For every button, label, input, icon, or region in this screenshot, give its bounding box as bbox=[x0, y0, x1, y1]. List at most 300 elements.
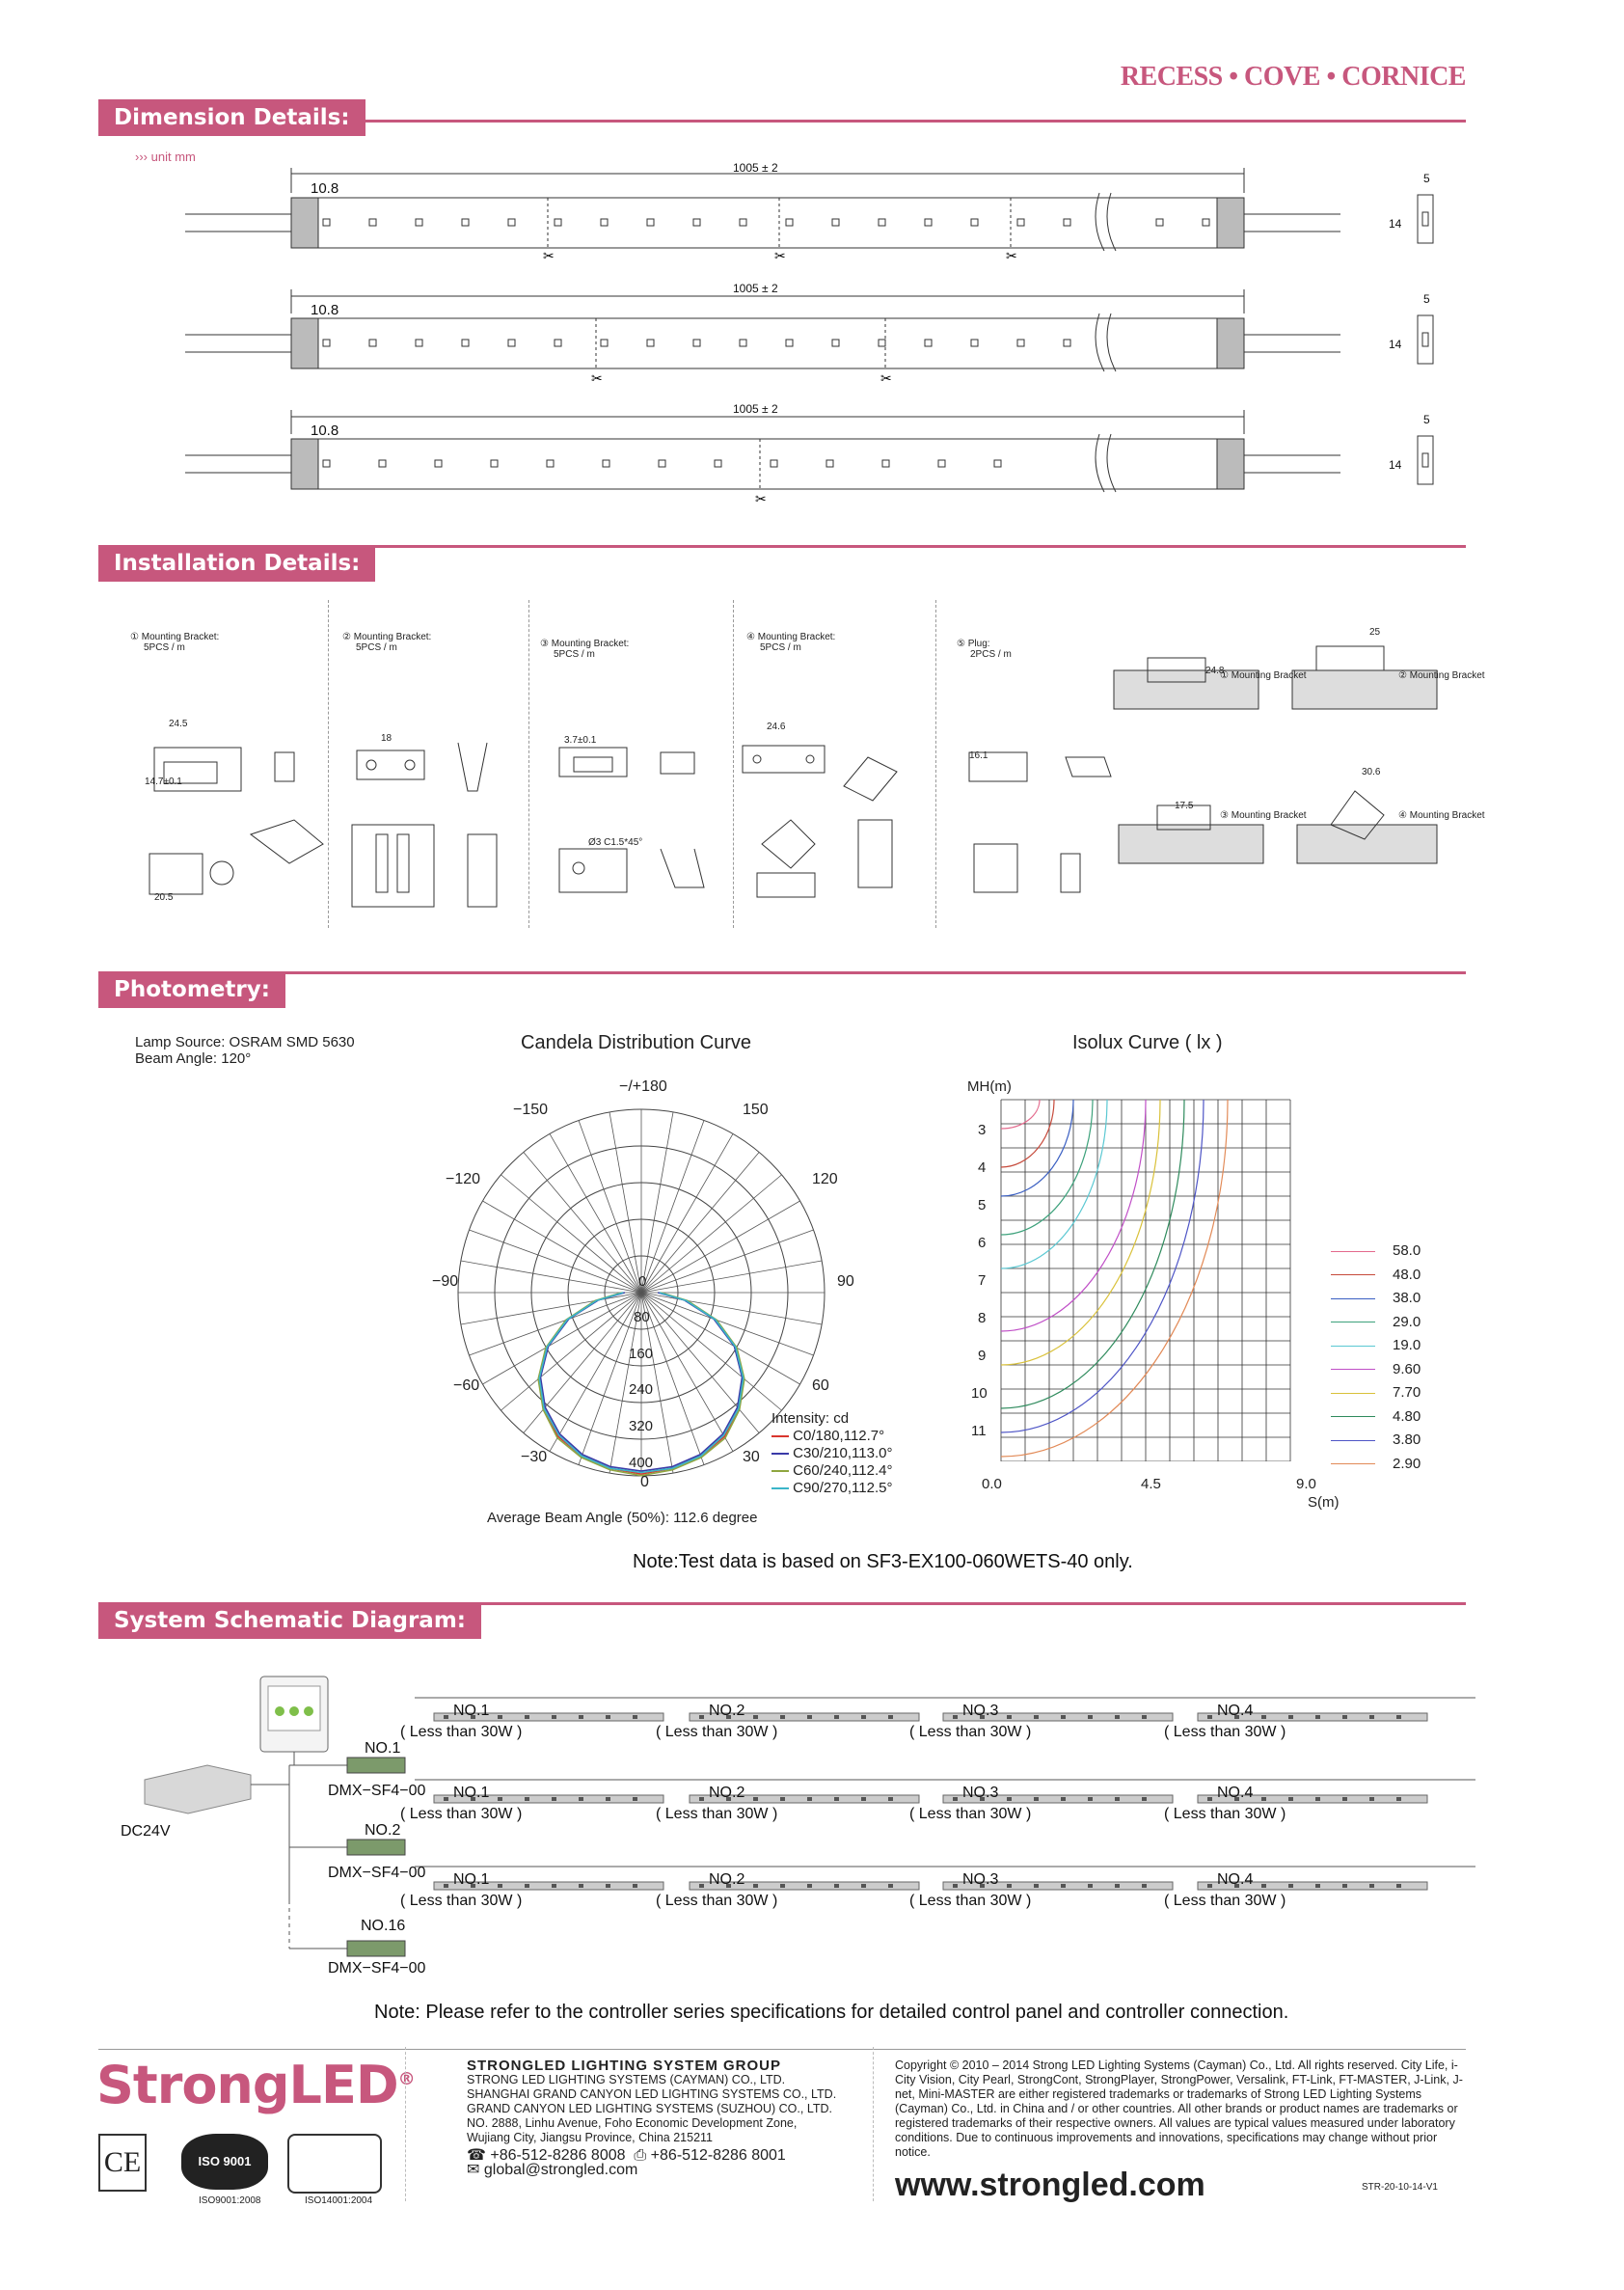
led-chip bbox=[579, 1884, 583, 1888]
dim-label: 17.5 bbox=[1175, 801, 1194, 811]
scissors-icon: ✂ bbox=[543, 248, 555, 263]
controller-model: DMX−SF4−00 bbox=[328, 1960, 426, 1976]
led-chip bbox=[508, 219, 515, 226]
isolux-y-tick: 5 bbox=[978, 1197, 987, 1213]
polar-ring-label: 80 bbox=[634, 1309, 650, 1325]
photometry-note: Note:Test data is based on SF3-EX100-060WETS-40 only. bbox=[633, 1551, 1133, 1572]
legend-value: 4.80 bbox=[1393, 1407, 1421, 1425]
led-chip bbox=[994, 460, 1001, 467]
led-chip bbox=[1342, 1884, 1347, 1888]
led-chip bbox=[1207, 1884, 1212, 1888]
led-chip bbox=[1034, 1884, 1039, 1888]
polar-angle-label: 30 bbox=[743, 1449, 760, 1465]
led-chip bbox=[832, 219, 839, 226]
cert-label: ISO14001:2004 bbox=[305, 2195, 373, 2206]
isolux-legend-item bbox=[1331, 1290, 1421, 1307]
polar-angle-label: 0 bbox=[640, 1474, 649, 1490]
led-chip bbox=[1064, 219, 1070, 226]
bracket-label-d: ④ Mounting Bracket bbox=[1398, 810, 1485, 821]
led-chip bbox=[1017, 340, 1024, 346]
led-chip bbox=[579, 1797, 583, 1801]
isolux-y-tick: 3 bbox=[978, 1122, 987, 1138]
led-chip bbox=[1088, 1715, 1093, 1719]
led-chip bbox=[1061, 1715, 1066, 1719]
polar-ring-label: 400 bbox=[629, 1455, 654, 1471]
controller-model: DMX−SF4−00 bbox=[328, 1783, 426, 1799]
led-chip bbox=[938, 460, 945, 467]
section-title-system: System Schematic Diagram: bbox=[98, 1602, 481, 1639]
led-chip bbox=[435, 460, 442, 467]
scissors-icon: ✂ bbox=[880, 370, 892, 386]
led-chip bbox=[861, 1797, 866, 1801]
led-chip bbox=[699, 1797, 704, 1801]
polar-angle-label: −120 bbox=[446, 1171, 481, 1187]
address-line: Wujiang City, Jiangsu Province, China 215211 bbox=[467, 2131, 714, 2144]
polar-angle-label: 120 bbox=[812, 1171, 838, 1187]
led-chip bbox=[1261, 1884, 1266, 1888]
legend-value: 7.70 bbox=[1393, 1384, 1421, 1401]
strip-no: NO.3 bbox=[962, 1871, 999, 1888]
isolux-legend-item bbox=[1331, 1314, 1421, 1331]
led-chip bbox=[1007, 1797, 1012, 1801]
led-chip bbox=[780, 1715, 785, 1719]
led-chip bbox=[323, 340, 330, 346]
led-chip bbox=[1061, 1797, 1066, 1801]
controller-no: NO.16 bbox=[361, 1918, 406, 1934]
led-chip bbox=[1115, 1797, 1120, 1801]
email-icon: ✉ bbox=[467, 2162, 480, 2178]
led-chip bbox=[606, 1715, 610, 1719]
led-chip bbox=[606, 1797, 610, 1801]
strip-no: NO.3 bbox=[962, 1785, 999, 1801]
install-item-qty: 5PCS / m bbox=[760, 642, 801, 653]
led-chip bbox=[1034, 1797, 1039, 1801]
led-chip bbox=[888, 1884, 893, 1888]
strip-length: 1005 ± 2 bbox=[733, 161, 778, 175]
lamp-info bbox=[135, 1034, 355, 1067]
led-chip bbox=[525, 1884, 529, 1888]
isolux-curve bbox=[1001, 1100, 1054, 1167]
led-chip bbox=[832, 340, 839, 346]
led-chip bbox=[508, 340, 515, 346]
legend-swatch bbox=[1331, 1440, 1375, 1441]
legend-swatch bbox=[1331, 1369, 1375, 1370]
led-chip bbox=[547, 460, 554, 467]
led-chip bbox=[1034, 1715, 1039, 1719]
installation-drawings bbox=[125, 617, 1466, 926]
cert-label: ISO9001:2008 bbox=[199, 2195, 261, 2206]
led-chip bbox=[971, 340, 978, 346]
isolux-x-label: S(m) bbox=[1308, 1494, 1340, 1511]
led-chip bbox=[786, 219, 793, 226]
bracket-label-b: ② Mounting Bracket bbox=[1398, 670, 1485, 681]
polar-angle-label: −150 bbox=[513, 1102, 549, 1118]
dim-label: 24.8 bbox=[1205, 666, 1225, 676]
strip-load: ( Less than 30W ) bbox=[656, 1806, 778, 1822]
led-chip bbox=[1342, 1797, 1347, 1801]
led-chip bbox=[323, 460, 330, 467]
led-chip bbox=[1061, 1884, 1066, 1888]
led-chip bbox=[1396, 1884, 1401, 1888]
led-chip bbox=[416, 219, 422, 226]
legend-value: 48.0 bbox=[1393, 1266, 1421, 1283]
led-chip bbox=[771, 460, 777, 467]
led-chip bbox=[444, 1884, 448, 1888]
dim-label: Ø3 C1.5*45° bbox=[588, 837, 643, 848]
legend-swatch bbox=[1331, 1298, 1375, 1299]
strip-no: NO.3 bbox=[962, 1703, 999, 1719]
led-chip bbox=[1203, 219, 1209, 226]
isolux-legend-item bbox=[1331, 1408, 1421, 1426]
led-chip bbox=[1369, 1884, 1374, 1888]
strip-no: NO.2 bbox=[709, 1703, 745, 1719]
polar-angle-label: −90 bbox=[432, 1273, 459, 1290]
chevrons-icon: ››› bbox=[135, 150, 148, 164]
isolux-y-tick: 10 bbox=[971, 1385, 988, 1402]
led-chip bbox=[699, 1884, 704, 1888]
led-chip bbox=[555, 340, 561, 346]
led-chip bbox=[807, 1797, 812, 1801]
led-chip bbox=[444, 1715, 448, 1719]
led-chip bbox=[888, 1715, 893, 1719]
led-chip bbox=[555, 219, 561, 226]
bracket-3-drawing bbox=[559, 748, 704, 892]
isolux-curve bbox=[1001, 1100, 1184, 1408]
brand-logo: StrongLED® bbox=[96, 2055, 415, 2115]
dim-label: 24.5 bbox=[169, 719, 188, 729]
power-label: DC24V bbox=[121, 1823, 171, 1840]
led-chip bbox=[925, 219, 932, 226]
section-rule bbox=[98, 971, 1466, 974]
isolux-legend-item bbox=[1331, 1267, 1421, 1284]
avg-beam-angle: Average Beam Angle (50%): 112.6 degree bbox=[487, 1510, 758, 1526]
legend-value: 2.90 bbox=[1393, 1455, 1421, 1472]
legend-value: 38.0 bbox=[1393, 1290, 1421, 1306]
polar-angle-label: −30 bbox=[521, 1449, 548, 1465]
led-chip bbox=[740, 219, 746, 226]
led-chip bbox=[1396, 1797, 1401, 1801]
led-chip bbox=[498, 1884, 502, 1888]
legend-value: 58.0 bbox=[1393, 1242, 1421, 1259]
isolux-y-tick: 8 bbox=[978, 1310, 987, 1326]
led-chip bbox=[491, 460, 498, 467]
led-chip bbox=[861, 1884, 866, 1888]
end-cap-width: 10.8 bbox=[311, 423, 339, 439]
led-chip bbox=[834, 1715, 839, 1719]
strip-load: ( Less than 30W ) bbox=[909, 1724, 1032, 1740]
led-chip bbox=[1288, 1715, 1293, 1719]
led-chip bbox=[379, 460, 386, 467]
side-width: 5 bbox=[1423, 292, 1430, 306]
led-chip bbox=[753, 1884, 758, 1888]
controller-icon bbox=[347, 1758, 405, 1773]
led-chip bbox=[699, 1715, 704, 1719]
led-chip bbox=[1088, 1797, 1093, 1801]
led-chip bbox=[1315, 1715, 1320, 1719]
led-chip bbox=[1369, 1797, 1374, 1801]
led-chip bbox=[416, 340, 422, 346]
led-chip bbox=[953, 1715, 958, 1719]
led-chip bbox=[740, 340, 746, 346]
led-chip bbox=[444, 1797, 448, 1801]
legend-swatch bbox=[1331, 1274, 1375, 1275]
isolux-legend-item bbox=[1331, 1337, 1421, 1354]
side-width: 5 bbox=[1423, 413, 1430, 426]
led-chip bbox=[786, 340, 793, 346]
strip-no: NO.4 bbox=[1217, 1703, 1254, 1719]
side-height: 14 bbox=[1389, 458, 1402, 472]
scissors-icon: ✂ bbox=[774, 248, 786, 263]
isolux-chart bbox=[993, 1095, 1312, 1461]
led-chip bbox=[1115, 1884, 1120, 1888]
strip-no: NO.1 bbox=[453, 1703, 490, 1719]
led-chip bbox=[1288, 1797, 1293, 1801]
side-height: 14 bbox=[1389, 338, 1402, 351]
led-chip bbox=[925, 340, 932, 346]
isolux-y-label: MH(m) bbox=[967, 1078, 1012, 1095]
led-chip bbox=[888, 1797, 893, 1801]
led-chip bbox=[715, 460, 721, 467]
led-chip bbox=[1064, 340, 1070, 346]
controller-no: NO.2 bbox=[365, 1822, 401, 1839]
controller-icon bbox=[347, 1840, 405, 1855]
contact-line bbox=[467, 2148, 862, 2163]
led-chip bbox=[525, 1715, 529, 1719]
isolux-legend-item bbox=[1331, 1431, 1421, 1449]
led-chip bbox=[1142, 1797, 1147, 1801]
doc-code: STR-20-10-14-V1 bbox=[1362, 2182, 1438, 2193]
led-chip bbox=[1261, 1797, 1266, 1801]
dim-label: 30.6 bbox=[1362, 767, 1381, 777]
dim-label: 24.6 bbox=[767, 722, 786, 732]
led-chip bbox=[780, 1797, 785, 1801]
isolux-curve bbox=[1001, 1100, 1040, 1129]
led-chip bbox=[1115, 1715, 1120, 1719]
company-line: SHANGHAI GRAND CANYON LED LIGHTING SYSTEMS CO., LTD. bbox=[467, 2087, 837, 2101]
controller-model: DMX−SF4−00 bbox=[328, 1865, 426, 1881]
install-item-title: ⑤ Plug: bbox=[957, 639, 990, 649]
led-chip bbox=[1088, 1884, 1093, 1888]
led-chip bbox=[579, 1715, 583, 1719]
led-chip bbox=[693, 219, 700, 226]
dimension-drawings bbox=[183, 154, 1466, 540]
legend-value: 19.0 bbox=[1393, 1337, 1421, 1353]
led-chip bbox=[1142, 1715, 1147, 1719]
dim-label: 3.7±0.1 bbox=[564, 735, 597, 746]
led-chip bbox=[369, 340, 376, 346]
legend-item: C0/180,112.7° bbox=[771, 1428, 892, 1445]
scissors-icon: ✂ bbox=[755, 491, 767, 506]
end-cap-width: 10.8 bbox=[311, 180, 339, 197]
install-item-qty: 5PCS / m bbox=[554, 649, 595, 660]
polar-ring-label: 320 bbox=[629, 1418, 654, 1434]
globe-cert-icon bbox=[287, 2134, 382, 2194]
led-chip bbox=[498, 1715, 502, 1719]
isolux-legend-item bbox=[1331, 1242, 1421, 1260]
plug-drawing bbox=[969, 752, 1111, 892]
bracket-4-drawing bbox=[743, 746, 897, 897]
isolux-x-tick: 9.0 bbox=[1296, 1476, 1316, 1492]
led-chip bbox=[1156, 219, 1163, 226]
intensity-legend bbox=[771, 1410, 892, 1497]
strip-length: 1005 ± 2 bbox=[733, 282, 778, 295]
install-item-title: ① Mounting Bracket: bbox=[130, 632, 220, 642]
candela-title: Candela Distribution Curve bbox=[521, 1032, 752, 1053]
company-line: STRONG LED LIGHTING SYSTEMS (CAYMAN) CO., LTD. bbox=[467, 2073, 786, 2086]
polar-angle-label: 150 bbox=[743, 1102, 769, 1118]
led-chip bbox=[525, 1797, 529, 1801]
led-chip bbox=[633, 1715, 637, 1719]
led-chip bbox=[606, 1884, 610, 1888]
strip-length: 1005 ± 2 bbox=[733, 402, 778, 416]
bracket-label-a: ① Mounting Bracket bbox=[1220, 670, 1307, 681]
led-chip bbox=[1007, 1715, 1012, 1719]
phone-icon: ☎ bbox=[467, 2147, 486, 2164]
strip-load: ( Less than 30W ) bbox=[400, 1724, 523, 1740]
dim-label: 14.7±0.1 bbox=[145, 777, 182, 787]
isolux-legend-item bbox=[1331, 1456, 1421, 1473]
isolux-x-tick: 4.5 bbox=[1141, 1476, 1161, 1492]
strip-drawing-3 bbox=[185, 410, 1433, 492]
controller-no: NO.1 bbox=[365, 1740, 401, 1757]
strip-no: NO.2 bbox=[709, 1785, 745, 1801]
scissors-icon: ✂ bbox=[591, 370, 603, 386]
legend-swatch bbox=[1331, 1463, 1375, 1464]
scissors-icon: ✂ bbox=[1006, 248, 1017, 263]
beam-angle: Beam Angle: 120° bbox=[135, 1050, 252, 1067]
polar-angle-label: 60 bbox=[812, 1377, 829, 1394]
strip-drawing-2 bbox=[185, 289, 1433, 371]
led-chip bbox=[659, 460, 665, 467]
led-chip bbox=[462, 219, 469, 226]
led-chip bbox=[780, 1884, 785, 1888]
legend-value: 29.0 bbox=[1393, 1313, 1421, 1330]
led-chip bbox=[601, 340, 608, 346]
system-wiring bbox=[125, 1669, 1475, 1987]
led-chip bbox=[1396, 1715, 1401, 1719]
led-chip bbox=[1017, 219, 1024, 226]
section-title-installation: Installation Details: bbox=[98, 545, 375, 582]
dim-label: 25 bbox=[1369, 627, 1381, 638]
install-item-title: ③ Mounting Bracket: bbox=[540, 639, 630, 649]
install-item-title: ④ Mounting Bracket: bbox=[746, 632, 836, 642]
isolux-grid bbox=[1001, 1100, 1290, 1461]
led-chip bbox=[953, 1884, 958, 1888]
led-chip bbox=[807, 1715, 812, 1719]
led-chip bbox=[1207, 1715, 1212, 1719]
company-line: GRAND CANYON LED LIGHTING SYSTEMS (SUZHOU) CO., LTD. bbox=[467, 2102, 832, 2115]
website-link[interactable]: www.strongled.com bbox=[895, 2167, 1205, 2203]
legend-item: C90/270,112.5° bbox=[771, 1480, 892, 1497]
legend-item: C30/210,113.0° bbox=[771, 1445, 892, 1462]
led-chip bbox=[753, 1715, 758, 1719]
strip-no: NO.4 bbox=[1217, 1871, 1254, 1888]
iso9001-badge: ISO 9001 bbox=[181, 2134, 268, 2190]
polar-angle-label: −60 bbox=[453, 1377, 480, 1394]
copyright-text: Copyright © 2010 – 2014 Strong LED Lighting Systems (Cayman) Co., Ltd. All rights reserved. City Life, i-City Vision, City Pearl, StrongCont, StrongPlayer, StrongPower, Versalink, FT-Link, FT-MASTER, J-Link, J-net, Mini-MASTER are either registered trademarks or trademarks of Strong LED Lighting Systems (Cayman) Co., Ltd. in China and / or other countries. All other brands or product names are trademarks or registered trademarks of their respective owners. All values are typical values measured under laboratory conditions. Due to continuous improvements and innovations, specifications may change without prior notice. bbox=[895, 2058, 1463, 2159]
led-chip bbox=[834, 1797, 839, 1801]
led-chip bbox=[1315, 1884, 1320, 1888]
strip-load: ( Less than 30W ) bbox=[656, 1893, 778, 1909]
led-chip bbox=[1342, 1715, 1347, 1719]
legend-swatch bbox=[1331, 1416, 1375, 1417]
led-chip bbox=[1315, 1797, 1320, 1801]
controller-icon bbox=[347, 1941, 405, 1956]
dim-label: 20.5 bbox=[154, 892, 174, 903]
email-link[interactable]: global@strongled.com bbox=[483, 2162, 638, 2178]
led-chip bbox=[601, 219, 608, 226]
isolux-y-tick: 11 bbox=[971, 1423, 987, 1439]
isolux-y-tick: 4 bbox=[978, 1159, 987, 1176]
led-chip bbox=[1288, 1884, 1293, 1888]
footer-rule bbox=[98, 2049, 1466, 2050]
strip-load: ( Less than 30W ) bbox=[909, 1893, 1032, 1909]
strip-load: ( Less than 30W ) bbox=[400, 1893, 523, 1909]
led-chip bbox=[647, 219, 654, 226]
isolux-title: Isolux Curve ( lx ) bbox=[1072, 1032, 1223, 1053]
polar-ring-label: 240 bbox=[629, 1381, 654, 1398]
led-chip bbox=[498, 1797, 502, 1801]
email-line bbox=[467, 2163, 862, 2177]
led-chip bbox=[462, 340, 469, 346]
led-chip bbox=[323, 219, 330, 226]
led-chip bbox=[647, 340, 654, 346]
led-chip bbox=[552, 1715, 556, 1719]
led-chip bbox=[1261, 1715, 1266, 1719]
polar-ring-label: 160 bbox=[629, 1346, 654, 1362]
led-chip bbox=[1142, 1884, 1147, 1888]
legend-value: 9.60 bbox=[1393, 1360, 1421, 1377]
intensity-title: Intensity: cd bbox=[771, 1410, 850, 1427]
lamp-source: Lamp Source: OSRAM SMD 5630 bbox=[135, 1034, 355, 1050]
footer-divider bbox=[405, 2047, 407, 2201]
footer-divider bbox=[873, 2047, 875, 2201]
legend-item: C60/240,112.4° bbox=[771, 1462, 892, 1480]
dim-label: 18 bbox=[381, 733, 392, 744]
install-item-qty: 5PCS / m bbox=[144, 642, 185, 653]
fax-icon: ⎙ bbox=[634, 2147, 647, 2164]
install-item-qty: 5PCS / m bbox=[356, 642, 397, 653]
system-note: Note: Please refer to the controller series specifications for detailed control panel and controller connection. bbox=[374, 2002, 1289, 2023]
strip-load: ( Less than 30W ) bbox=[400, 1806, 523, 1822]
strip-load: ( Less than 30W ) bbox=[909, 1806, 1032, 1822]
company-info bbox=[467, 2058, 862, 2177]
isolux-x-tick: 0.0 bbox=[982, 1476, 1002, 1492]
bracket-1-drawing bbox=[149, 748, 323, 894]
side-height: 14 bbox=[1389, 217, 1402, 231]
isolux-legend-item bbox=[1331, 1384, 1421, 1402]
unit-text: unit mm bbox=[150, 150, 196, 164]
led-chip bbox=[861, 1715, 866, 1719]
legend-value: 3.80 bbox=[1393, 1431, 1421, 1448]
led-chip bbox=[552, 1884, 556, 1888]
phone-number: +86-512-8286 8008 bbox=[490, 2147, 626, 2164]
page-category-title: RECESS • COVE • CORNICE bbox=[1120, 62, 1466, 92]
polar-angle-label: −/+180 bbox=[619, 1078, 667, 1095]
strip-no: NO.4 bbox=[1217, 1785, 1254, 1801]
isolux-y-tick: 6 bbox=[978, 1235, 987, 1251]
led-chip bbox=[1207, 1797, 1212, 1801]
end-cap-width: 10.8 bbox=[311, 302, 339, 318]
legend-swatch bbox=[1331, 1346, 1375, 1347]
led-chip bbox=[552, 1797, 556, 1801]
install-item-qty: 2PCS / m bbox=[970, 649, 1012, 660]
strip-load: ( Less than 30W ) bbox=[1164, 1806, 1286, 1822]
led-chip bbox=[826, 460, 833, 467]
isolux-legend-item bbox=[1331, 1361, 1421, 1378]
strip-no: NO.2 bbox=[709, 1871, 745, 1888]
polar-angle-label: 90 bbox=[837, 1273, 854, 1290]
